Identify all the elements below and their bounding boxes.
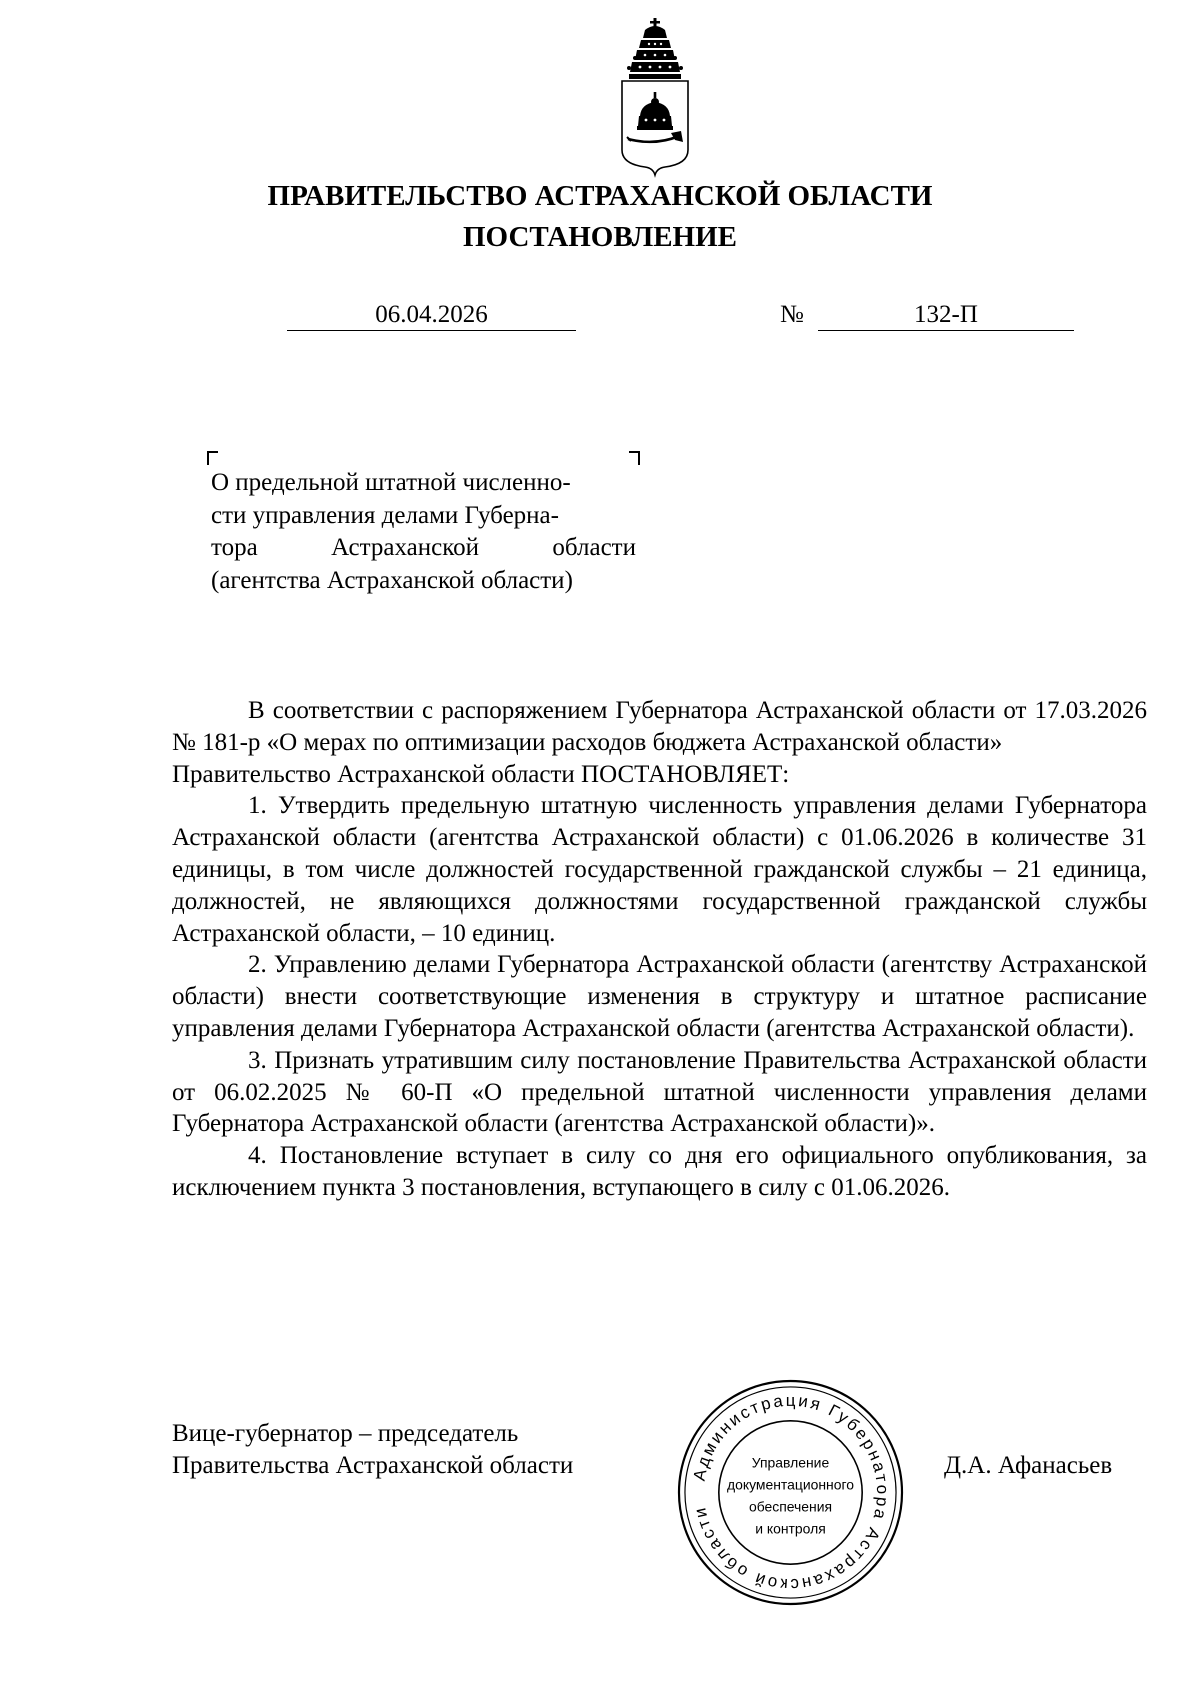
document-date: 06.04.2026 bbox=[287, 300, 576, 331]
organization-title: ПРАВИТЕЛЬСТВО АСТРАХАНСКОЙ ОБЛАСТИ bbox=[267, 180, 933, 212]
document-type-title: ПОСТАНОВЛЕНИЕ bbox=[462, 221, 737, 253]
stamp-inner-line: Управление bbox=[751, 1454, 830, 1471]
clause-paragraph: 4. Постановление вступает в силу со дня его официального опубликования, за исключением пункта 3 постановления, вступающего в силу с 01.06.2026. bbox=[172, 1142, 1147, 1201]
stamp-inner-line: и контроля bbox=[755, 1520, 826, 1537]
clause-paragraph: 2. Управлению делами Губернатора Астраханской области (агентству Астраханской области) внести соответствующие изменения в структуру и штатное расписание управления делами Губернатора Астраханской области (агентства Астраханской области). bbox=[172, 951, 1147, 1042]
document-body bbox=[172, 695, 1147, 1204]
stamp-inner-line: документационного bbox=[726, 1476, 855, 1493]
number-sign: № bbox=[780, 301, 804, 328]
clause-paragraph: 1. Утвердить предельную штатную численность управления делами Губернатора Астраханской области (агентства Астраханской области) с 01.06.2026 в количестве 31 единицы, в том числе должностей государственной гражданской службы – 21 единица, должностей, не являющихся должностями государственной гражданской службы Астраханской области, – 10 единиц. bbox=[172, 792, 1147, 947]
subject-line: сти управления делами Губерна- bbox=[211, 501, 559, 529]
document-number: 132-П bbox=[818, 300, 1074, 331]
preamble-paragraph: В соответствии с распоряжением Губернатора Астраханской области от 17.03.2026 № 181-р «О мерах по оптимизации расходов бюджета Астраханской области» bbox=[172, 697, 1147, 756]
signer-position-line: Правительства Астраханской области bbox=[172, 1452, 574, 1479]
subject-corner-right bbox=[629, 451, 640, 465]
stamp-inner-line: обеспечения bbox=[748, 1498, 833, 1515]
official-stamp bbox=[676, 1378, 905, 1607]
subject-line: О предельной штатной численно- bbox=[211, 469, 571, 496]
signer-position-line: Вице-губернатор – председатель bbox=[172, 1420, 519, 1447]
signer-name: Д.А. Афанасьев bbox=[944, 1452, 1113, 1479]
subject-line: тора Астраханской области bbox=[211, 534, 636, 561]
clause-paragraph: 3. Признать утратившим силу постановление Правительства Астраханской области от 06.02.2025 № 60-П «О предельной штатной численности управления делами Губернатора Астраханской области (агентства Астраханской области)». bbox=[172, 1046, 1147, 1138]
signer-position bbox=[172, 1418, 573, 1482]
document-subject bbox=[211, 467, 636, 597]
subject-line: (агентства Астраханской области) bbox=[211, 566, 573, 594]
coat-of-arms-icon bbox=[615, 18, 695, 178]
decree-paragraph: Правительство Астраханской области ПОСТАНОВЛЯЕТ: bbox=[172, 760, 790, 788]
stamp-outer-text: Администрация Губернатора Астраханской области bbox=[689, 1390, 893, 1595]
subject-corner-left bbox=[207, 451, 218, 465]
